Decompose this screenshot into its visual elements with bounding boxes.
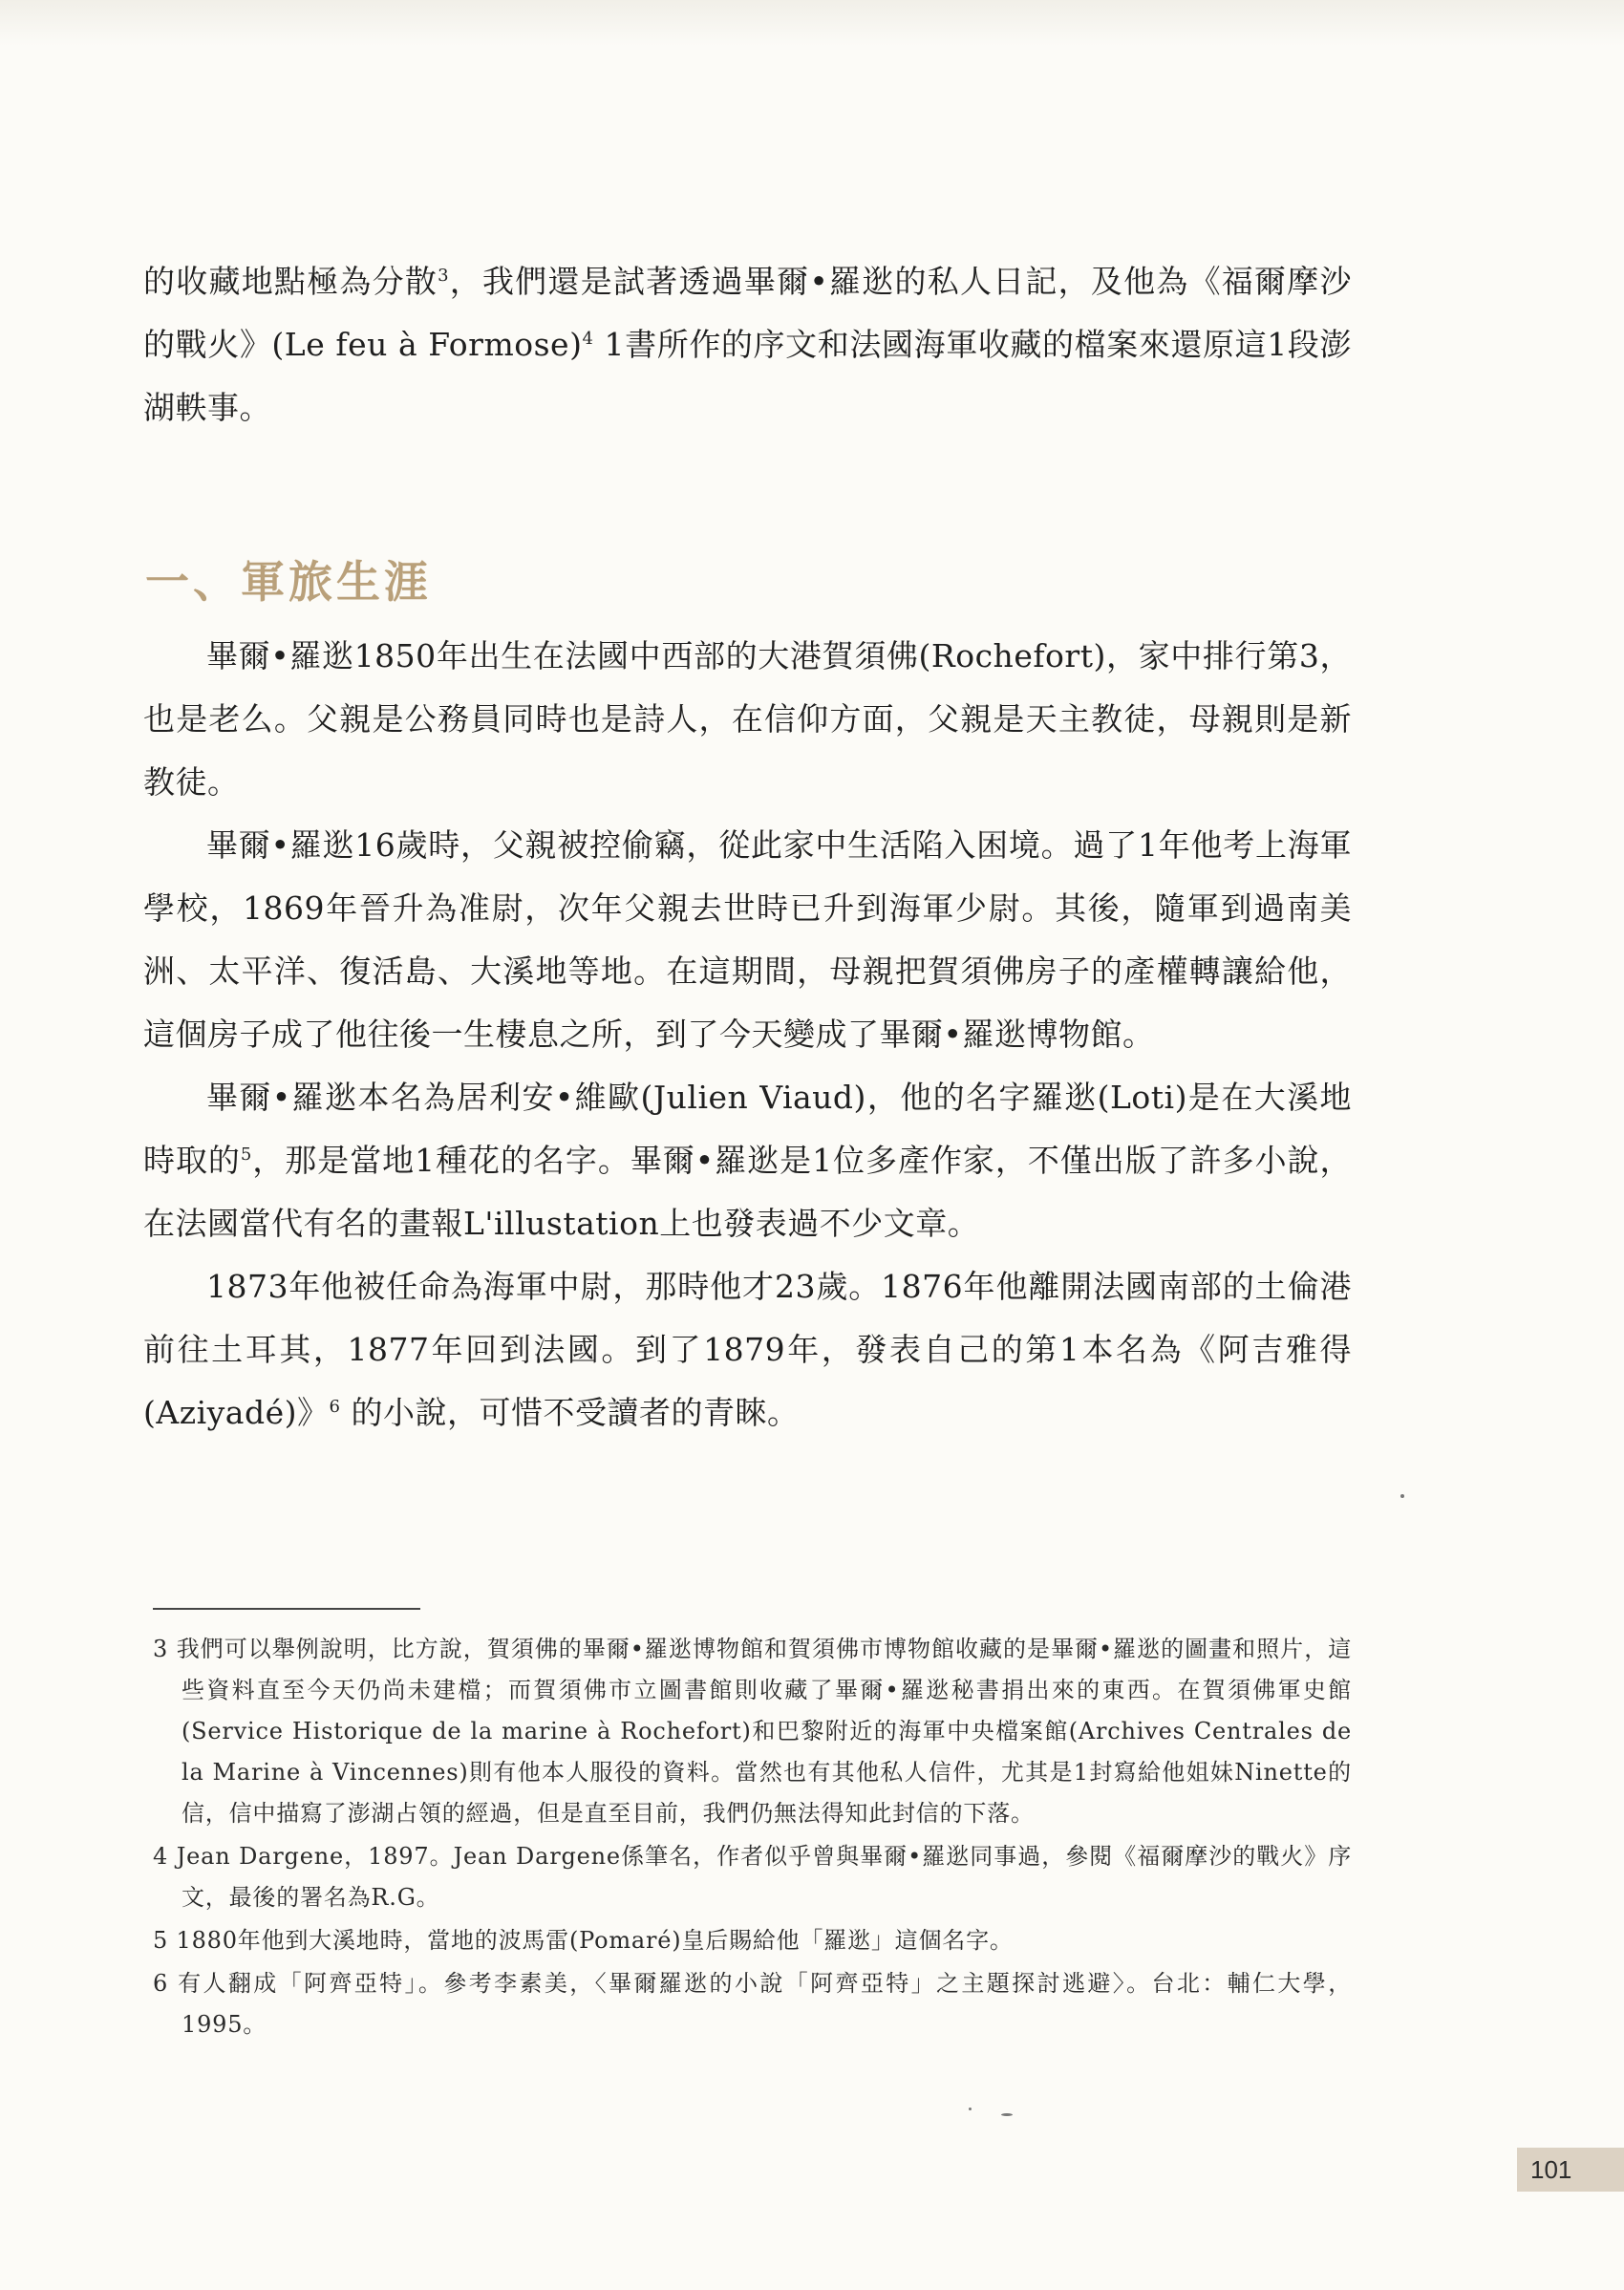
footnote-6: 6 有人翻成「阿齊亞特」。參考李素美，〈畢爾羅逖的小說「阿齊亞特」之主題探討逃避〉。台北：輔仁大學，1995。	[153, 1970, 1352, 2038]
scan-speck	[1400, 1494, 1404, 1498]
intro-text-3: 1書所作的序文和法國海軍收藏的檔案來還原這1段澎湖軼事。	[143, 326, 1352, 426]
page-top-shadow	[0, 0, 1624, 46]
p4-text-2: 的小說，可惜不受讀者的青睞。	[340, 1394, 800, 1431]
body-paragraph-3	[143, 1066, 1352, 1255]
footnote-divider	[153, 1608, 420, 1610]
footnote-5: 5 1880年他到大溪地時，當地的波馬雷(Pomaré)皇后賜給他「羅逖」這個名字。	[153, 1927, 1014, 1954]
footnote-ref-3: 3	[438, 266, 450, 286]
p4-text-1: 1873年他被任命為海軍中尉，那時他才23歲。1876年他離開法國南部的土倫港前往土耳其，1877年回到法國。到了1879年，發表自己的第1本名為《阿吉雅得(Aziyadé)》	[143, 1268, 1352, 1431]
footnote-ref-5: 5	[240, 1145, 252, 1165]
intro-text-2: ，我們還是試著透過畢爾•羅逖的私人日記，及他為《福爾摩沙的戰火》(Le feu à Formose)	[143, 263, 1353, 363]
p3-text-1: 畢爾•羅逖本名為居利安•維歐(Julien Viaud)，他的名字羅逖(Loti)是在大溪地時取的	[143, 1079, 1352, 1179]
body-paragraph-2: 畢爾•羅逖16歲時，父親被控偷竊，從此家中生活陷入困境。過了1年他考上海軍學校，1869年晉升為准尉，次年父親去世時已升到海軍少尉。其後，隨軍到過南美洲、太平洋、復活島、大溪地等地。在這期間，母親把賀須佛房子的產權轉讓給他，這個房子成了他往後一生棲息之所，到了今天變成了畢爾•羅逖博物館。	[143, 826, 1352, 1053]
footnote-ref-4: 4	[582, 329, 594, 349]
section-heading: 一、軍旅生涯	[145, 556, 432, 608]
intro-text-1: 的收藏地點極為分散	[143, 263, 438, 300]
page-number: 101	[1517, 2148, 1624, 2192]
footnotes	[153, 1629, 1352, 2047]
p3-text-2: ，那是當地1種花的名字。畢爾•羅逖是1位多產作家，不僅出版了許多小說，在法國當代有名的畫報L'illustation上也發表過不少文章。	[143, 1142, 1352, 1242]
main-text	[143, 250, 1352, 1445]
footnote-3: 3 我們可以舉例說明，比方說，賀須佛的畢爾•羅逖博物館和賀須佛市博物館收藏的是畢爾•羅逖的圖畫和照片，這些資料直至今天仍尚未建檔；而賀須佛市立圖書館則收藏了畢爾•羅逖秘書捐出來的東西。在賀須佛軍史館(Service Historique de la marine à Rochefort)和巴黎附近的海軍中央檔案館(Archives Centrales de la Marine à Vincennes)則有他本人服役的資料。當然也有其他私人信件，尤其是1封寫給他姐妹Ninette的信，信中描寫了澎湖占領的經過，但是直至目前，我們仍無法得知此封信的下落。	[153, 1636, 1352, 1827]
footnote-4: 4 Jean Dargene，1897。Jean Dargene係筆名，作者似乎曾與畢爾•羅逖同事過，參閱《福爾摩沙的戰火》序文，最後的署名為R.G。	[153, 1843, 1352, 1911]
scan-speck	[1001, 2113, 1013, 2116]
scan-speck	[969, 2108, 972, 2110]
footnote-ref-6: 6	[329, 1397, 341, 1417]
intro-paragraph	[143, 250, 1352, 439]
body-paragraph-1: 畢爾•羅逖1850年出生在法國中西部的大港賀須佛(Rochefort)，家中排行第3，也是老么。父親是公務員同時也是詩人，在信仰方面，父親是天主教徒，母親則是新教徒。	[143, 637, 1352, 801]
body-paragraph-4	[143, 1255, 1352, 1445]
